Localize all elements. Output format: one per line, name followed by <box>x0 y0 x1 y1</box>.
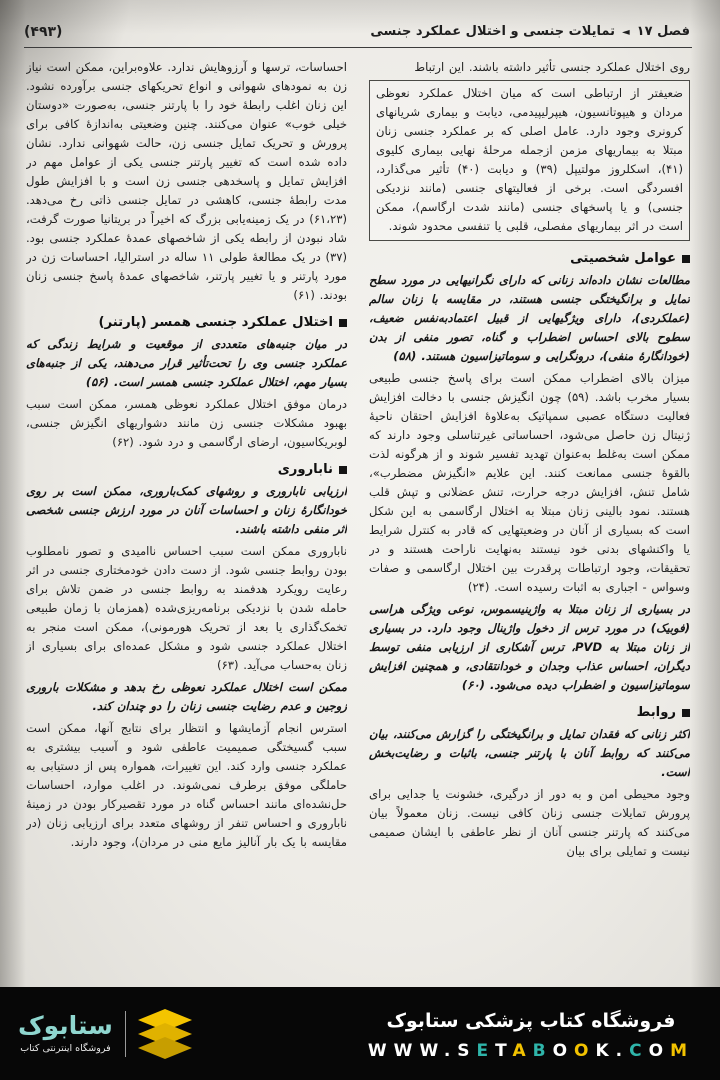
section-heading <box>26 462 347 477</box>
section-heading-label: روابط <box>636 705 676 720</box>
url-letter: B <box>532 1041 553 1061</box>
footer-bar <box>0 987 720 1080</box>
site-url <box>368 1041 694 1061</box>
paragraph: ارزیابی ناباروری و روشهای کمک‌باروری، ممکن است بر روی خودانگارهٔ زنان و احساسات آنان در مورد ارزش جنسی شخصی اثر منفی داشته باشند. <box>26 484 347 536</box>
paragraph: اکثر زنانی که فقدان تمایل و برانگیختگی را گزارش می‌کنند، بیان می‌کنند که روابط آنان با پارتنر جنسی، باثبات و رضایت‌بخش است. <box>369 727 690 779</box>
url-letter: T <box>495 1041 513 1061</box>
paragraph: درمان موفق اختلال عملکرد نعوظی همسر، ممکن است سبب بهبود مشکلات جنسی زن مانند دشواریهای انگیزش جنسی، لوبریکاسیون، ارضای ارگاسمی و درد شود. (۶۲) <box>26 397 347 449</box>
url-letter: E <box>476 1041 496 1061</box>
url-letter: . <box>443 1041 458 1061</box>
heading-bullet-square <box>682 709 690 717</box>
setabook-logo <box>18 1009 192 1059</box>
chapter-title: تمایلات جنسی و اختلال عملکرد جنسی <box>370 24 615 39</box>
url-letter: W <box>393 1041 420 1061</box>
url-letter: A <box>512 1041 533 1061</box>
url-letter: K <box>595 1041 616 1061</box>
text-columns <box>0 58 720 970</box>
url-letter: S <box>457 1041 477 1061</box>
logo-text <box>18 1013 113 1054</box>
url-letter: W <box>367 1041 394 1061</box>
section-heading <box>369 705 690 720</box>
paragraph: ممکن است اختلال عملکرد نعوظی رخ بدهد و مشکلات باروری زوجین و عدم رضایت جنسی زنان را دو چندان کند. <box>26 680 347 713</box>
header-rule <box>24 47 692 48</box>
url-letter: C <box>629 1041 649 1061</box>
url-letter: O <box>574 1041 596 1061</box>
paragraph: میزان بالای اضطراب ممکن است برای پاسخ جنسی طبیعی بسیار مخرب باشد. (۵۹) چون انگیزش جنسی با دخالت افزایش فعالیت دستگاه عصبی سمپاتیک به‌علاوهٔ افزایش احتقان ناحیهٔ ژنیتال زن حاصل می‌شود، احساساتی غیرتناسلی وجود دارند که ممکن است به‌غلط به‌عنوان تهدید تفسیر شوند و از هرگونه لذت بالقوهٔ جنسی ممانعت کنند. این علایم «انگیزش مضطرب»، شامل تنش، افزایش درجه حرارت، تنش عضلانی و تپش قلب هستند. نمود بالینی زنان مبتلا به اختلال ارگاسمی به این شکل است که بسیاری از آنان در وضعیتهایی که قادر به کنترل شرایط یا واکنشهای بدنی خود نیستند به‌نهایت ناراحت هستند و در تحقیقات، وجود ارتباطات پرقدرت بین اختلال ارگاسمی و صفات وسواس - اجباری به اثبات رسیده است. (۲۴) <box>369 371 690 594</box>
url-letter: M <box>670 1041 694 1061</box>
paragraph: در میان جنبه‌های متعددی از موقعیت و شرایط زندگی که عملکرد جنسی وی را تحت‌تأثیر قرار می‌دهند، یکی از جنبه‌های بسیار مهم، اختلال عملکرد جنسی همسر است. (۵۶) <box>26 337 347 389</box>
paragraph: استرس انجام آزمایشها و انتظار برای نتایج آنها، ممکن است سبب گسیختگی صمیمیت عاطفی شود و آسیب بیشتری به عملکرد جنسی وارد کند. این تغییرات، همواره پس از دستیابی به حاملگی موفق برطرف نمی‌شوند. در اغلب موارد، احساسات حل‌نشده‌ای مانند احساس گناه در مورد تقصیرکار بودن در زمینهٔ ناباروری و احساس تنفر از روشهای متعدد برای ارزیابی زنان (در مقایسه با یک بار آنالیز مایع منی در مردان)، وجود دارند. <box>26 721 347 849</box>
logo-wordmark: ستابوک <box>18 1011 113 1040</box>
boxed-paragraph: ضعیفتر از ارتباطی است که میان اختلال عملکرد نعوظی مردان و هیپوتانسیون، هیپرلیپیدمی، دیابت و بیماری شریانهای کرونری وجود دارد. عامل اصلی که بر عملکرد جنسی زنان مبتلا به بیماریهای مزمن ازجمله مرحلهٔ نهایی بیماری کلیوی (۴۱)، اسکلروز مولتیپل (۳۹) و دیابت (۴۰) تأثیر می‌گذارد، افسردگی است. برخی از فعالیتهای جنسی (مانند نزدیکی جنسی) و یا پاسخهای جنسی (مانند شدت ارگاسم)، ممکن است در اثر بیماریهای مفصلی، قلبی یا تنفسی محدود شوند. <box>369 80 690 241</box>
paragraph: روی اختلال عملکرد جنسی تأثیر داشته باشند. این ارتباط <box>414 60 690 74</box>
url-letter: O <box>648 1041 671 1061</box>
right-column <box>369 58 690 970</box>
paragraph: ناباروری ممکن است سبب احساس ناامیدی و تصور نامطلوب بودن روابط جنسی شود. از دست دادن خودمختاری جنسی در اثر رعایت رویکرد هدفمند به روابط جنسی در ضمن تلاش برای حامله شدن با نزدیکی برنامه‌ریزی‌شده (همزمان با زمان طبیعی تخمک‌گذاری یا بعد از تحریک هورمونی)، ممکن است منجر به اختلال عملکرد جنسی شود و مشکل عمده‌ای برای بسیاری از زنان به‌حساب می‌آید. (۶۳) <box>26 544 347 672</box>
chapter-label: فصل ۱۷ <box>636 24 690 39</box>
page-number: (۴۹۳) <box>24 24 63 40</box>
paragraph: مطالعات نشان داده‌اند زنانی که دارای نگرانیهایی در مورد سطح تمایل و برانگیختگی جنسی هستند، در مقایسه با زنان سالم (عملکردی)، دارای ویژگیهایی از قبیل اعتمادبه‌نفس ضعیف، سطوح بالای احساس اضطراب و گناه، تصور منفی از بدن (خودانگارهٔ منفی)، درونگرایی و سوماتیزاسیون هستند. (۵۸) <box>369 273 690 363</box>
paragraph: در بسیاری از زنان مبتلا به واژینیسموس، نوعی ویژگی هراسی (فوبیک) در مورد ترس از دخول واژینال وجود دارد. در بسیاری از زنان مبتلا به PVD، ترس آشکاری از ارزیابی منفی توسط دیگران، احساس عذاب وجدان و خودانتقادی، و همچنین افزایش سوماتیزاسیون و اضطراب دیده می‌شود. (۶۰) <box>369 602 690 692</box>
store-title: فروشگاه کتاب پزشکی ستابوک <box>386 1010 676 1032</box>
left-column <box>26 58 347 970</box>
section-heading <box>369 251 690 266</box>
setabook-logo-icon <box>138 1009 192 1059</box>
logo-tagline: فروشگاه اینترنتی کتاب <box>20 1043 111 1054</box>
logo-divider <box>125 1011 126 1057</box>
heading-bullet-square <box>682 255 690 263</box>
paragraph: احساسات، ترسها و آرزوهایش ندارد. علاوه‌براین، ممکن است نیاز زن به نمودهای شهوانی و انواع تحریکهای جنسی برآورده نشود. این زنان اغلب رابطهٔ خود را با پارتنر جنسی، به‌صورت «دوستان خیلی خوب» عنوان می‌کنند. چنین وضعیتی به‌اندازهٔ کافی برای پرورش و تحریک تمایل جنسی زن، حالت شهوانی ندارد. نشان داده شده است که تغییر پارتنر جنسی یکی از عوامل مهم در افزایش تمایل و پاسخدهی جنسی زن است و با افزایش طول مدت رابطهٔ جنسی، کاهشی در تمایل جنسی ذاتی رخ می‌دهد. (۶۱،۲۳) در یک زمینه‌یابی بزرگ که اخیراً در بریتانیا صورت گرفت، شاد نبودن از رابطه یکی از شاخصهای عمدهٔ عملکرد جنسی بود. (۳۷) در یک مطالعهٔ طولی ۱۱ ساله در استرالیا، احساسات زن در مورد پارتنر و یا تغییر پارتنر، شاخصهای عمدهٔ پاسخ جنسی زنان بودند. (۶۱) <box>26 60 347 302</box>
chapter-info <box>370 24 690 39</box>
section-heading-label: ناباروری <box>277 462 333 477</box>
page-header <box>0 0 720 40</box>
heading-bullet-square <box>339 319 347 327</box>
store-info <box>368 1006 694 1061</box>
heading-bullet-square <box>339 466 347 474</box>
section-heading <box>26 315 347 330</box>
url-letter: O <box>552 1041 575 1061</box>
paragraph: وجود محیطی امن و به دور از درگیری، خشونت یا جدایی برای پرورش تمایلات جنسی زنان کافی نیست. زنان معمولاً بیان می‌کنند که پارتنر جنسی آنان از نظر عاطفی با ایشان صمیمی نیست و تمایلی برای بیان <box>369 787 690 858</box>
section-heading-label: عوامل شخصیتی <box>570 251 676 266</box>
chapter-arrow-icon: ◄ <box>621 27 630 38</box>
section-heading-label: اختلال عملکرد جنسی همسر (پارتنر) <box>98 315 333 330</box>
url-letter: W <box>419 1041 444 1061</box>
url-letter: . <box>615 1041 630 1061</box>
